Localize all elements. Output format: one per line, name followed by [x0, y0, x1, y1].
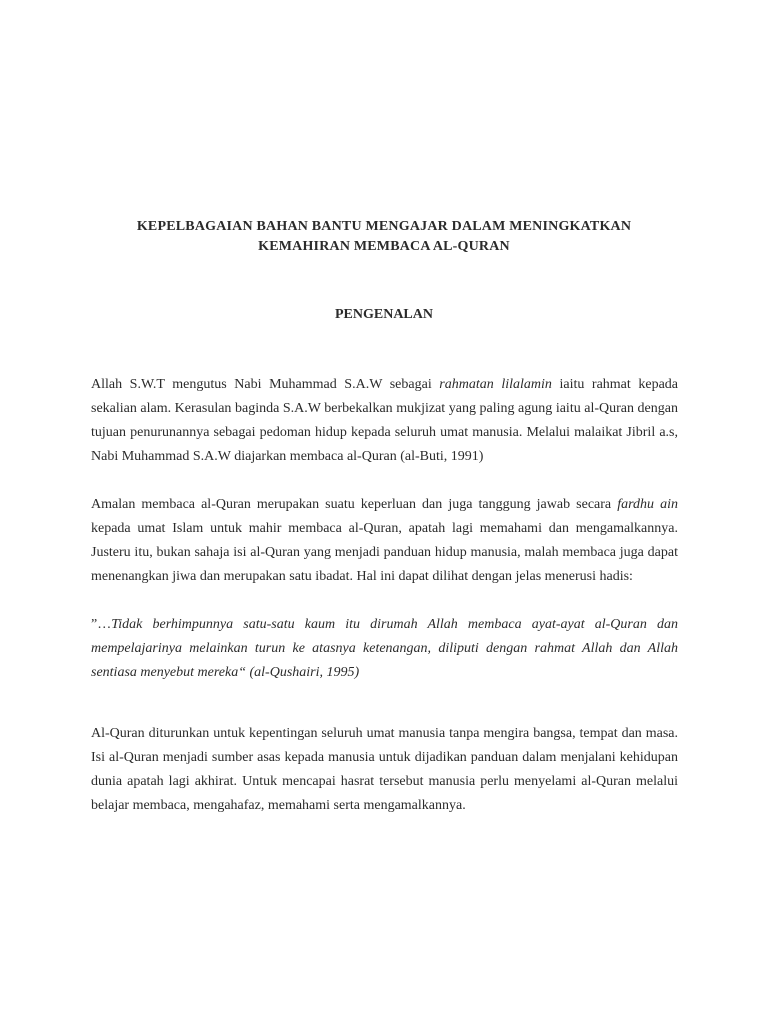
title-line-1: KEPELBAGAIAN BAHAN BANTU MENGAJAR DALAM MENINGKATKAN	[136, 219, 632, 234]
title-line-2: KEMAHIRAN MEMBACA AL-QURAN	[258, 239, 510, 254]
paragraph-1-text-start: Allah S.W.T mengutus Nabi Muhammad S.A.W sebagai	[91, 377, 440, 392]
paragraph-1	[91, 373, 678, 469]
document-title	[90, 217, 678, 257]
quote-citation: “ (al-Qushairi, 1995)	[238, 665, 360, 680]
quote-open-mark: ”…	[91, 617, 112, 632]
paragraph-2-italic-term: fardhu ain	[617, 497, 678, 512]
paragraph-2	[91, 493, 678, 589]
paragraph-3: Al-Quran diturunkan untuk kepentingan seluruh umat manusia tanpa mengira bangsa, tempat dan masa. Isi al-Quran menjadi sumber asas kepada manusia untuk dijadikan panduan dalam menjalani kehidupan dunia apatah lagi akhirat. Untuk mencapai hasrat tersebut manusia perlu menyelami al-Quran melalui belajar membaca, mengahafaz, memahami serta mengamalkannya.	[91, 726, 678, 813]
quote-text: Tidak berhimpunnya satu-satu kaum itu dirumah Allah membaca ayat-ayat al-Quran dan mempelajarinya melainkan turun ke atasnya ketenangan, diliputi dengan rahmat Allah dan Allah sentiasa menyebut mereka	[91, 617, 678, 680]
hadith-quote	[91, 613, 678, 685]
section-heading: PENGENALAN	[334, 307, 433, 322]
paragraph-2-text-start: Amalan membaca al-Quran merupakan suatu keperluan dan juga tanggung jawab secara	[91, 497, 618, 512]
paragraph-2-text-end: kepada umat Islam untuk mahir membaca al-Quran, apatah lagi memahami dan mengamalkannya. Justeru itu, bukan sahaja isi al-Quran yang menjadi panduan hidup manusia, malah membaca juga dapat menenangkan jiwa dan merupakan satu ibadat. Hal ini dapat dilihat dengan jelas menerusi hadis:	[91, 521, 678, 584]
paragraph-1-text-end: iaitu rahmat kepada sekalian alam. Kerasulan baginda S.A.W berbekalkan mukjizat yang paling agung iaitu al-Quran dengan tujuan penurunannya sebagai pedoman hidup kepada seluruh umat manusia. Melalui malaikat Jibril a.s, Nabi Muhammad S.A.W diajarkan membaca al-Quran (al-Buti, 1991)	[91, 377, 679, 464]
paragraph-1-italic-term: rahmatan lilalamin	[439, 377, 552, 392]
